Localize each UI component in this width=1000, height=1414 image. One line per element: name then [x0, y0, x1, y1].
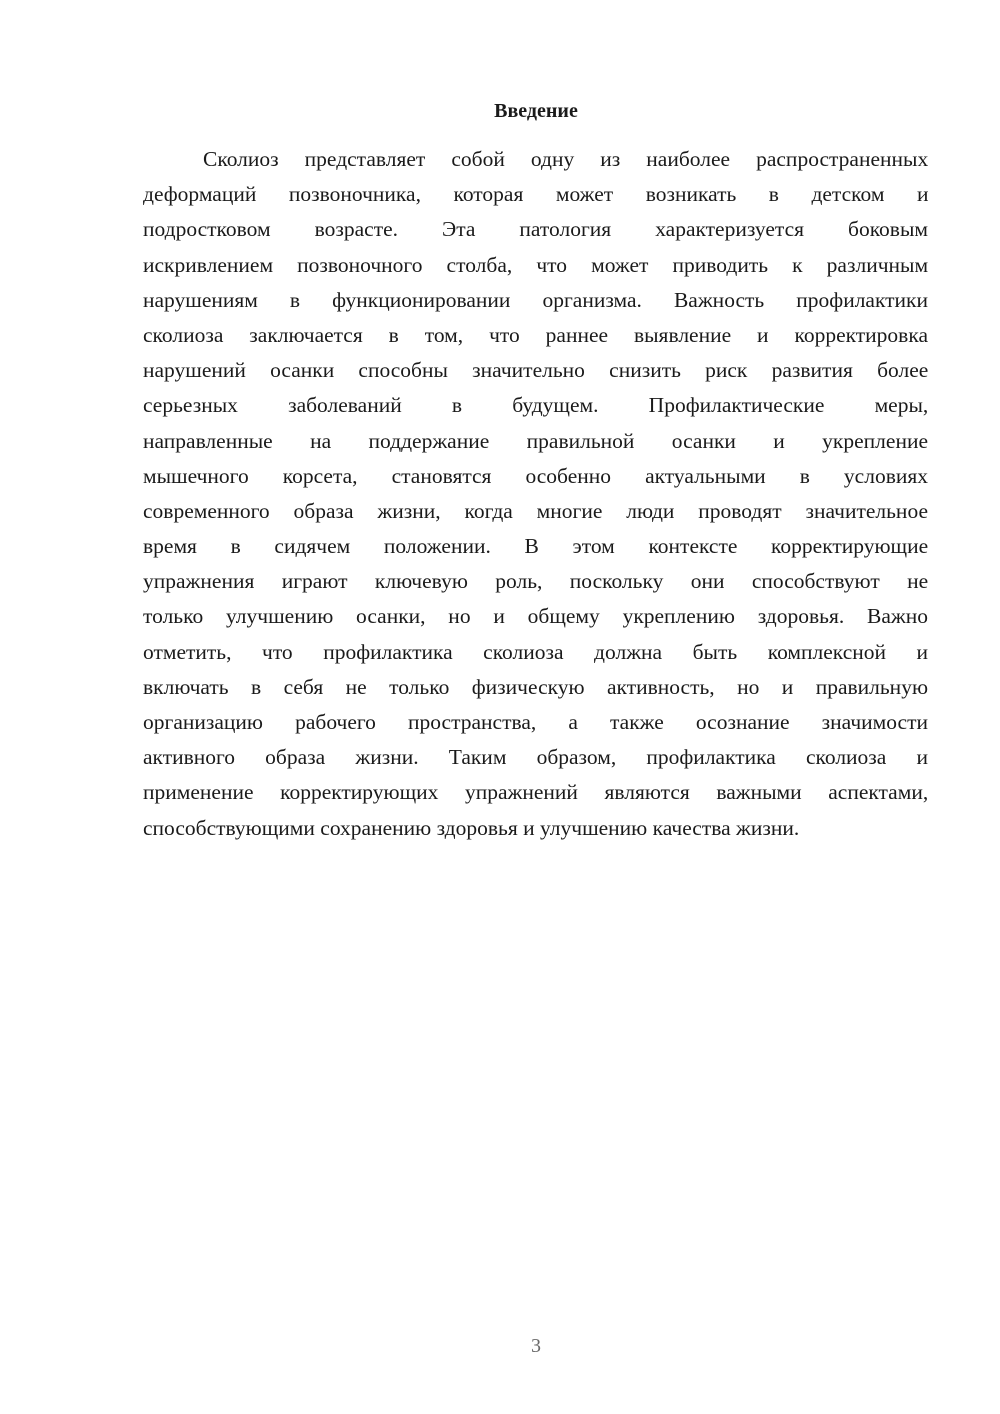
paragraph-line: активного образа жизни. Таким образом, профилактика сколиоза и — [143, 745, 928, 770]
paragraph-line: подростковом возрасте. Эта патология характеризуется боковым — [143, 217, 928, 242]
paragraph-line: только улучшению осанки, но и общему укреплению здоровья. Важно — [143, 604, 928, 629]
paragraph-line: отметить, что профилактика сколиоза должна быть комплексной и — [143, 639, 929, 664]
paragraph-line: применение корректирующих упражнений являются важными аспектами, — [143, 780, 929, 805]
paragraph-line: деформаций позвоночника, которая может возникать в детском и — [143, 182, 929, 207]
paragraph-line: способствующими сохранению здоровья и улучшению качества жизни. — [143, 815, 800, 840]
page-number: 3 — [531, 1335, 541, 1357]
paragraph-line: нарушений осанки способны значительно снизить риск развития более — [143, 358, 929, 383]
paragraph-line: сколиоза заключается в том, что раннее выявление и корректировка — [143, 322, 928, 347]
paragraph-line: нарушениям в функционировании организма. Важность профилактики — [143, 287, 928, 312]
paragraph-line: искривлением позвоночного столба, что может приводить к различным — [143, 252, 929, 277]
intro-paragraph — [143, 142, 928, 846]
paragraph-line: Сколиоз представляет собой одну из наиболее распространенных — [203, 147, 929, 171]
paragraph-line: современного образа жизни, когда многие люди проводят значительное — [143, 498, 928, 523]
section-heading: Введение — [494, 100, 578, 122]
paragraph-line: время в сидячем положении. В этом контексте корректирующие — [143, 534, 929, 559]
paragraph-line: организацию рабочего пространства, а также осознание значимости — [143, 710, 928, 734]
paragraph-line: направленные на поддержание правильной осанки и укрепление — [143, 428, 928, 453]
paragraph-line: включать в себя не только физическую активность, но и правильную — [143, 674, 928, 699]
paragraph-line: серьезных заболеваний в будущем. Профилактические меры, — [143, 393, 929, 418]
paragraph-line: мышечного корсета, становятся особенно актуальными в условиях — [143, 463, 928, 488]
paragraph-line: упражнения играют ключевую роль, поскольку они способствуют не — [143, 569, 929, 594]
